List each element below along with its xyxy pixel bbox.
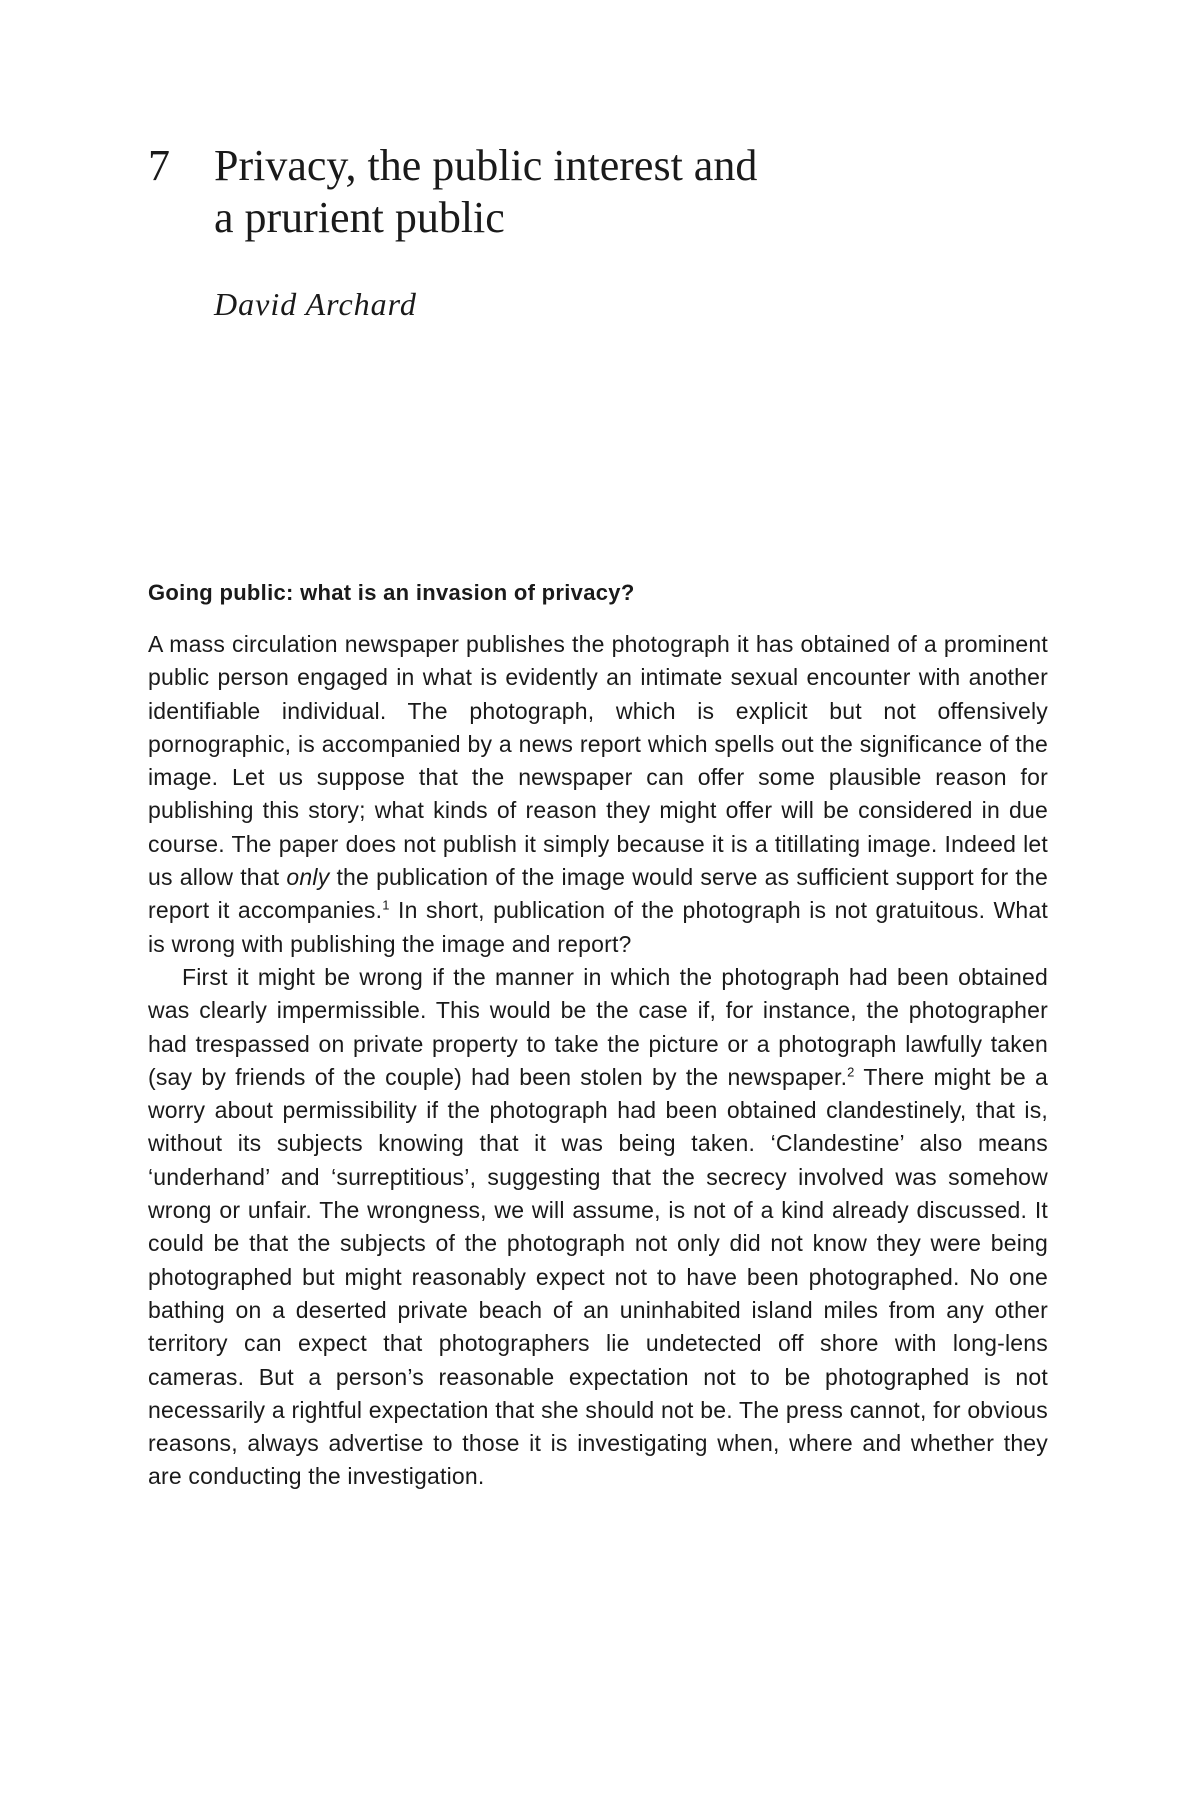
chapter-number: 7 <box>148 141 170 190</box>
section-heading: Going public: what is an invasion of privacy? <box>148 580 635 605</box>
paragraph-1-part2: the publication of the image would serve as sufficient support for the report it accompanies. <box>148 864 1048 924</box>
paragraph-1-part1: A mass circulation newspaper publishes the photograph it has obtained of a prominent public person engaged in what is evidently an intimate sexual encounter with another identifiable individual. The photograph, which is explicit but not offensively pornographic, is accompanied by a news report which spells out the significance of the image. Let us suppose that the newspaper can offer some plausible reason for publishing this story; what kinds of reason they might offer will be considered in due course. The paper does not publish it simply because it is a titillating image. Indeed let us allow that <box>148 631 1048 891</box>
paragraph-1-part3: In short, publication of the photograph is not gratuitous. What is wrong with publishing the image and report? <box>148 897 1049 957</box>
chapter-title-line2: a prurient public <box>214 193 505 242</box>
paragraph-2 <box>148 961 1048 1494</box>
section-going-public <box>148 580 1048 1494</box>
chapter-header <box>148 140 1048 323</box>
paragraph-2-part2: There might be a worry about permissibility if the photograph had been obtained clandestinely, that is, without its subjects knowing that it was being taken. ‘Clandestine’ also means ‘underhand’ and ‘surreptitious’, suggesting that the secrecy involved was somehow wrong or unfair. The wrongness, we will assume, is not of a kind already discussed. It could be that the subjects of the photograph not only did not know they were being photographed but might reasonably expect not to have been photographed. No one bathing on a deserted private beach of an uninhabited island miles from any other territory can expect that photographers lie undetected off shore with long-lens cameras. But a person’s reasonable expectation not to be photographed is not necessarily a rightful expectation that she should not be. The press cannot, for obvious reasons, always advertise to those it is investigating when, where and whether they are conducting the investigation. <box>148 1063 1048 1490</box>
chapter-title-row <box>148 140 1048 244</box>
paragraph-1-emphasis: only <box>286 864 330 891</box>
paragraph-2-part1: First it might be wrong if the manner in which the photograph had been obtained was clearly impermissible. This would be the case if, for instance, the photographer had trespassed on private property to take the picture or a photograph lawfully taken (say by friends of the couple) had been stolen by the newspaper. <box>148 963 1048 1090</box>
footnote-marker-1[interactable]: 1 <box>382 897 390 913</box>
chapter-author: David Archard <box>214 286 417 322</box>
paragraph-1 <box>148 628 1048 961</box>
chapter-title-line1: Privacy, the public interest and <box>214 141 758 190</box>
chapter-title <box>214 140 757 244</box>
body-text <box>148 628 1048 1494</box>
footnote-marker-2[interactable]: 2 <box>847 1064 855 1080</box>
